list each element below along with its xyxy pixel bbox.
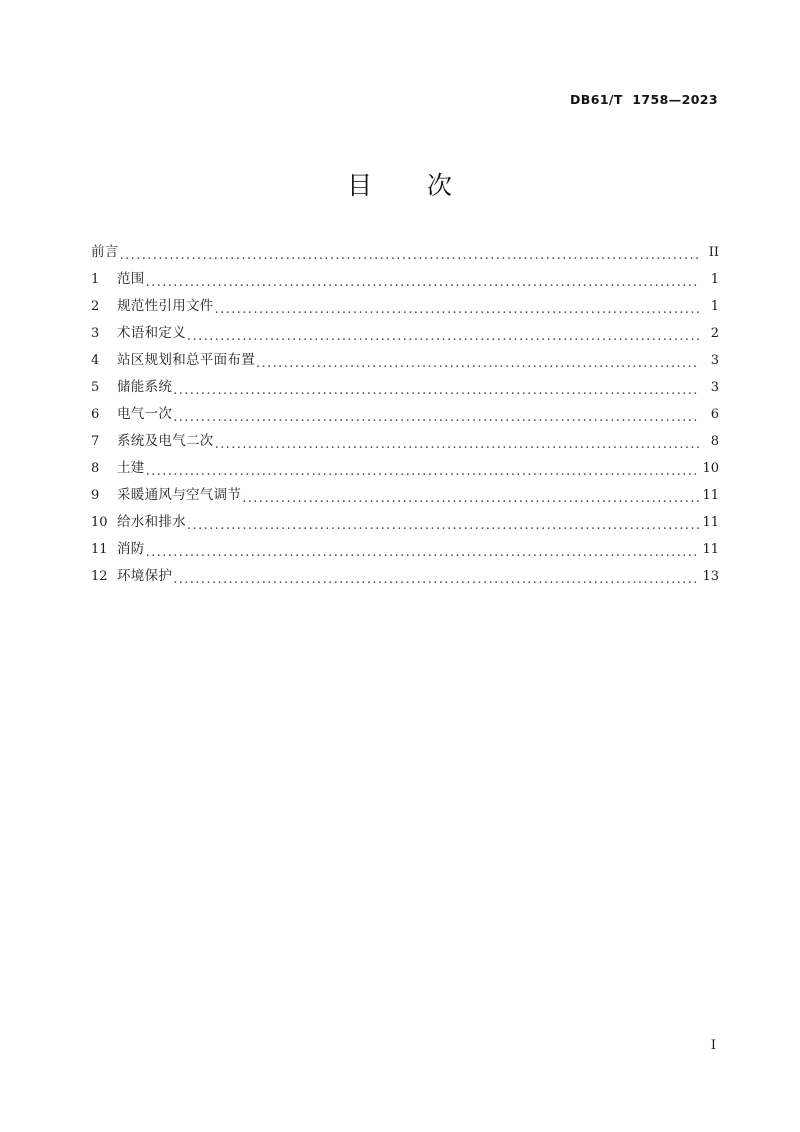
toc-entry-label: 储能系统 (117, 379, 173, 395)
toc-entry[interactable] (91, 563, 719, 590)
toc-entry-page-number: 1 (710, 299, 719, 314)
toc-entry-label: 土建 (117, 460, 145, 476)
toc-entry-page-number: 3 (710, 353, 719, 368)
toc-entry[interactable] (91, 455, 719, 482)
toc-dot-leader (256, 360, 700, 374)
table-of-contents (91, 239, 719, 590)
toc-entry-label: 系统及电气二次 (117, 433, 214, 449)
toc-entry-number: 6 (91, 407, 100, 422)
toc-entry[interactable] (91, 509, 719, 536)
toc-dot-leader (173, 387, 700, 401)
toc-dot-leader (120, 252, 700, 266)
toc-dot-leader (215, 441, 700, 455)
toc-entry[interactable] (91, 266, 719, 293)
toc-dot-leader (146, 468, 700, 482)
toc-entry-number: 8 (91, 461, 100, 476)
toc-entry[interactable] (91, 428, 719, 455)
toc-entry[interactable] (91, 401, 719, 428)
toc-entry-label: 消防 (117, 541, 145, 557)
toc-entry-label: 给水和排水 (117, 514, 186, 530)
toc-dot-leader (187, 333, 700, 347)
toc-entry-number: 9 (91, 488, 100, 503)
toc-dot-leader (146, 549, 700, 563)
toc-dot-leader (215, 306, 700, 320)
toc-entry-number: 5 (91, 380, 100, 395)
toc-entry-label: 规范性引用文件 (117, 298, 214, 314)
toc-entry-number: 12 (91, 569, 108, 584)
toc-entry-page-number: 6 (710, 407, 719, 422)
footer-page-number: I (710, 1038, 716, 1053)
toc-entry[interactable] (91, 374, 719, 401)
toc-entry-label: 电气一次 (117, 406, 173, 422)
toc-entry-label: 站区规划和总平面布置 (117, 352, 255, 368)
toc-entry-number: 7 (91, 434, 100, 449)
toc-entry-page-number: 11 (702, 488, 719, 503)
toc-dot-leader (173, 414, 700, 428)
toc-entry[interactable] (91, 293, 719, 320)
toc-dot-leader (146, 279, 700, 293)
toc-entry-page-number: 10 (702, 461, 719, 476)
toc-entry[interactable] (91, 320, 719, 347)
toc-entry-page-number: II (708, 245, 719, 260)
page-title: 目 次 (347, 171, 453, 200)
toc-entry-page-number: 3 (710, 380, 719, 395)
toc-entry[interactable] (91, 536, 719, 563)
toc-entry[interactable] (91, 482, 719, 509)
toc-entry-page-number: 11 (702, 515, 719, 530)
toc-entry-label: 前言 (91, 244, 119, 260)
toc-entry-label: 术语和定义 (117, 325, 186, 341)
toc-dot-leader (187, 522, 699, 536)
running-header-standard-number: DB61/T 1758—2023 (570, 92, 718, 107)
toc-entry-page-number: 8 (710, 434, 719, 449)
toc-entry-number: 2 (91, 299, 100, 314)
toc-entry-number: 4 (91, 353, 100, 368)
toc-entry-number: 11 (91, 542, 108, 557)
toc-entry-page-number: 2 (710, 326, 719, 341)
toc-entry-page-number: 1 (710, 272, 719, 287)
toc-dot-leader (242, 495, 699, 509)
toc-entry-number: 10 (91, 515, 108, 530)
toc-entry[interactable] (91, 239, 719, 266)
toc-entry[interactable] (91, 347, 719, 374)
toc-entry-number: 1 (91, 272, 100, 287)
toc-entry-label: 采暖通风与空气调节 (117, 487, 242, 503)
toc-dot-leader (173, 576, 699, 590)
toc-entry-page-number: 13 (702, 569, 719, 584)
toc-entry-number: 3 (91, 326, 100, 341)
toc-entry-label: 范围 (117, 271, 145, 287)
toc-entry-page-number: 11 (702, 542, 719, 557)
toc-entry-label: 环境保护 (117, 568, 173, 584)
